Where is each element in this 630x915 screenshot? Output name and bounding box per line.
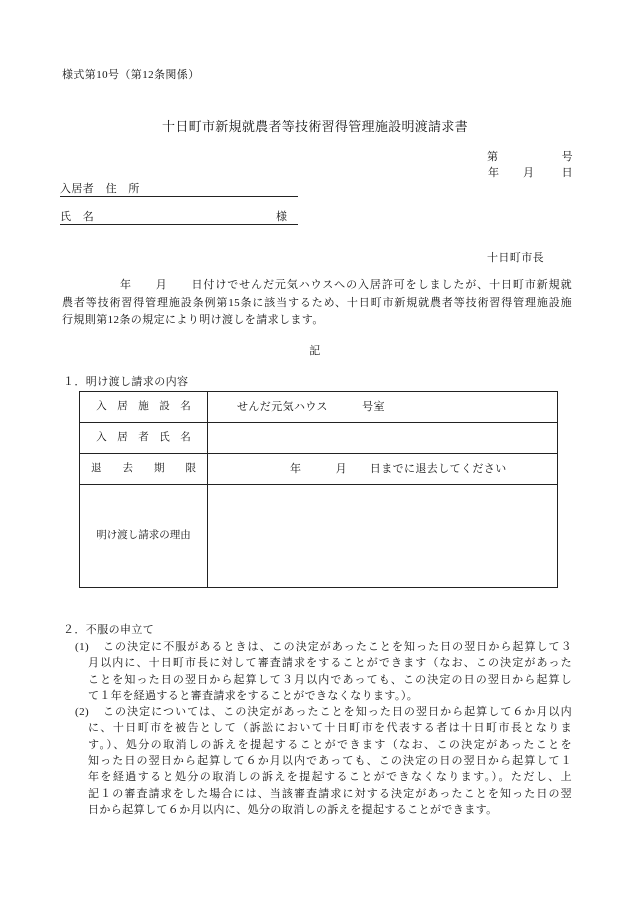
appeal-item-line: に、十日町市を被告として（訴訟において十日町市を代表する者は十日町市長となりま — [88, 722, 572, 735]
notice-line: 農者等技術習得管理施設条例第15条に該当するため、十日町市新規就農者等技術習得管理施設施 — [62, 296, 572, 309]
resident-name-value — [208, 423, 558, 454]
document-number-prefix: 第 — [487, 151, 499, 163]
appeal-item-first-line — [75, 639, 572, 655]
date-day-label: 日 — [561, 167, 573, 179]
appeal-item-line: 知った日の翌日から起算して６か月以内であっても、この決定の日の翌日から起算して１ — [88, 755, 572, 768]
vacate-deadline-value: 年 月 日までに退去してください — [208, 454, 558, 485]
appeal-item-line: 年を経過すると処分の取消しの訴えを提起することができなくなります。）。ただし、上 — [88, 771, 572, 784]
appeal-item-line: 月以内に、十日町市長に対して審査請求をすることができます（なお、この決定があった — [88, 657, 572, 670]
recipient-honorific: 様 — [276, 211, 288, 223]
appeal-item — [75, 704, 572, 818]
request-details-table — [79, 391, 558, 588]
request-reason-label: 明け渡し請求の理由 — [80, 485, 208, 588]
form-number: 様式第10号（第12条関係） — [62, 69, 200, 81]
appeal-item-marker: (2) — [75, 706, 90, 719]
facility-name-label: 入 居 施 設 名 — [80, 392, 208, 423]
appeal-item-line: ことを知った日の翌日から起算して３月以内であっても、この決定の日の翌日から起算し — [88, 673, 572, 686]
document-number-line — [487, 149, 573, 165]
recipient-name-line — [60, 209, 298, 225]
document-title: 十日町市新規就農者等技術習得管理施設明渡請求書 — [162, 119, 468, 134]
date-year-label: 年 — [488, 167, 500, 179]
appeal-item-line: す。）、処分の取消しの訴えを提起することができます（なお、この決定があったことを — [88, 738, 572, 751]
notice-line: 年 月 日付けでせんだ元気ハウスへの入居許可をしましたが、十日町市新規就 — [120, 279, 572, 291]
issue-date-line — [487, 165, 573, 181]
appeal-item-line: 日から起算して６か月以内に、処分の取消しの訴えを提起することができます。 — [88, 803, 498, 816]
appeal-item-line: 記１の審査請求をした場合には、当該審査請求に対する決定があったことを知った日の翌 — [88, 787, 572, 800]
date-month-label: 月 — [523, 167, 535, 179]
table-row — [80, 392, 558, 423]
request-reason-value — [208, 485, 558, 588]
appeal-item-first-line — [75, 704, 572, 720]
document-number-suffix: 号 — [561, 151, 573, 163]
vacate-deadline-label: 退 去 期 限 — [80, 454, 208, 485]
notice-line: 行規則第12条の規定により明け渡しを請求します。 — [62, 314, 324, 326]
appeal-item — [75, 639, 572, 704]
appeal-item-line: この決定に不服があるときは、この決定があったことを知った日の翌日から起算して３ — [103, 641, 572, 653]
appeal-item-marker: (1) — [75, 641, 90, 653]
issuer-name: 十日町市長 — [487, 252, 544, 264]
recipient-address-line — [60, 181, 298, 197]
appeal-item-line: この決定については、この決定があったことを知った日の翌日から起算して６か月以内 — [103, 706, 572, 719]
recipient-address-label: 入居者 住 所 — [60, 183, 140, 195]
notice-paragraph — [62, 277, 572, 330]
recipient-name-label: 氏 名 — [60, 211, 95, 223]
appeal-item-line: て１年を経過すると審査請求をすることができなくなります。）。 — [88, 689, 419, 702]
resident-name-label: 入 居 者 氏 名 — [80, 423, 208, 454]
table-row — [80, 485, 558, 588]
section2-heading: ２．不服の申立て — [63, 624, 155, 636]
ki-marker: 記 — [309, 345, 321, 357]
table-row — [80, 454, 558, 485]
section1-heading: １．明け渡し請求の内容 — [63, 376, 189, 388]
table-row — [80, 423, 558, 454]
facility-name-value: せんだ元気ハウス 号室 — [208, 392, 558, 423]
appeal-items — [75, 639, 572, 818]
